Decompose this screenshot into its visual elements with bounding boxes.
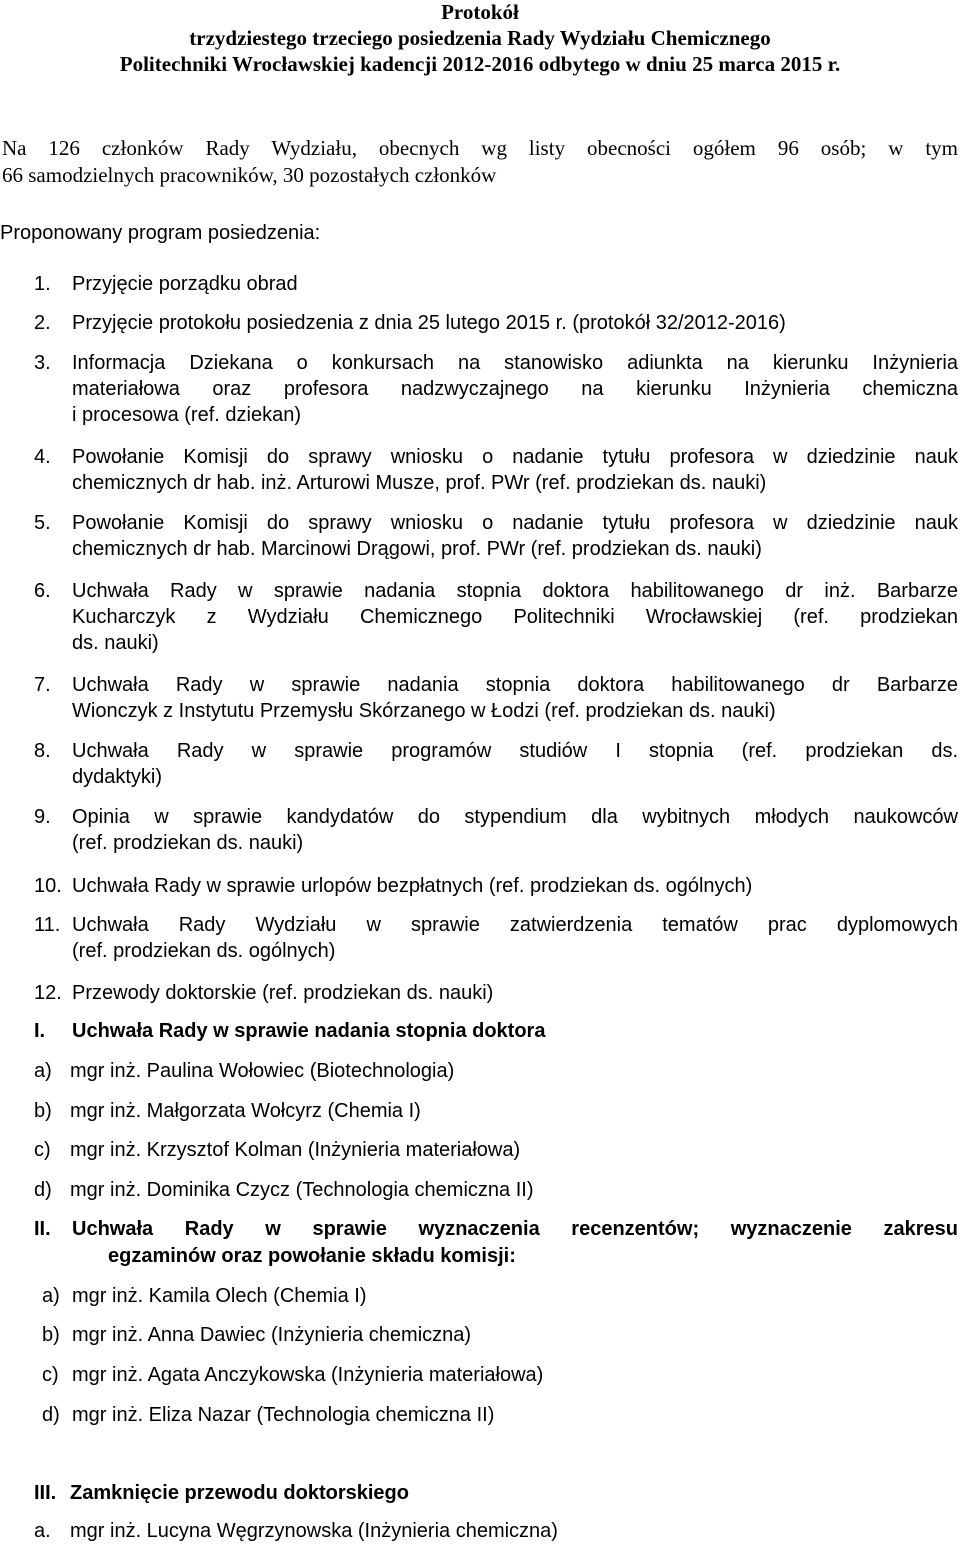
item-text: Przyjęcie protokołu posiedzenia z dnia 25 lutego 2015 r. (protokół 32/2012-2016) — [72, 312, 786, 334]
item-text: Informacja Dziekana o konkursach na stanowisko adiunkta na kierunku Inżynieria — [72, 352, 958, 374]
item-number: 3. — [34, 352, 51, 374]
intro-line1: Na 126 członków Rady Wydziału, obecnych wg listy obecności ogółem 96 osób; w tym — [2, 136, 958, 160]
item-text: ds. nauki) — [72, 632, 159, 654]
item-text: Uchwała Rady w sprawie nadania stopnia doktora habilitowanego dr Barbarze — [72, 674, 958, 696]
sub-item-text: mgr inż. Lucyna Węgrzynowska (Inżynieria chemiczna) — [70, 1520, 558, 1542]
item-text: Opinia w sprawie kandydatów do stypendium dla wybitnych młodych naukowców — [72, 806, 958, 828]
item-text: Uchwała Rady w sprawie programów studiów I stopnia (ref. prodziekan ds. — [72, 740, 958, 762]
sub-item-text: mgr inż. Krzysztof Kolman (Inżynieria materiałowa) — [70, 1139, 521, 1161]
item-number: 10. — [34, 875, 62, 897]
item-number: 1. — [34, 273, 51, 295]
section-title: Zamknięcie przewodu doktorskiego — [70, 1482, 409, 1504]
document-subtitle-line2: Politechniki Wrocławskiej kadencji 2012-2016 odbytego w dniu 25 marca 2015 r. — [119, 52, 841, 76]
sub-item-letter: c) — [34, 1139, 51, 1161]
item-text: (ref. prodziekan ds. nauki) — [72, 832, 304, 854]
document-title: Protokół — [441, 0, 519, 24]
sub-item-letter: a) — [42, 1285, 60, 1307]
item-text: Kucharczyk z Wydziału Chemicznego Politechniki Wrocławskiej (ref. prodziekan — [72, 606, 958, 628]
program-title: Proponowany program posiedzenia: — [0, 222, 321, 244]
item-number: 12. — [34, 982, 62, 1004]
item-text: Przewody doktorskie (ref. prodziekan ds. nauki) — [72, 982, 494, 1004]
sub-item-letter: a. — [34, 1520, 51, 1542]
intro-line2: 66 samodzielnych pracowników, 30 pozostałych członków — [2, 163, 497, 187]
item-text: chemicznych dr hab. Marcinowi Drągowi, prof. PWr (ref. prodziekan ds. nauki) — [72, 538, 762, 560]
item-number: 6. — [34, 580, 51, 602]
item-number: 9. — [34, 806, 51, 828]
item-number: 2. — [34, 312, 51, 334]
sub-item-text: mgr inż. Dominika Czycz (Technologia chemiczna II) — [70, 1179, 534, 1201]
section-number: II. — [34, 1218, 51, 1240]
item-text: Przyjęcie porządku obrad — [72, 273, 298, 295]
item-number: 11. — [34, 914, 61, 936]
section-number: III. — [34, 1482, 57, 1504]
item-number: 8. — [34, 740, 51, 762]
item-number: 5. — [34, 512, 51, 534]
section-title-continued: egzaminów oraz powołanie składu komisji: — [108, 1245, 516, 1267]
sub-item-letter: b) — [42, 1324, 60, 1346]
sub-item-text: mgr inż. Eliza Nazar (Technologia chemiczna II) — [72, 1404, 495, 1426]
section-title: Uchwała Rady w sprawie wyznaczenia recenzentów; wyznaczenie zakresu — [72, 1218, 958, 1240]
sub-item-letter: d) — [42, 1404, 60, 1426]
item-text: Powołanie Komisji do sprawy wniosku o nadanie tytułu profesora w dziedzinie nauk — [72, 446, 958, 468]
sub-item-text: mgr inż. Anna Dawiec (Inżynieria chemiczna) — [72, 1324, 472, 1346]
item-text: materiałowa oraz profesora nadzwyczajnego na kierunku Inżynieria chemiczna — [72, 378, 958, 400]
sub-item-letter: d) — [34, 1179, 52, 1201]
item-text: Uchwała Rady w sprawie urlopów bezpłatnych (ref. prodziekan ds. ogólnych) — [72, 875, 753, 897]
item-text: i procesowa (ref. dziekan) — [72, 404, 301, 426]
section-number: I. — [34, 1020, 46, 1042]
item-text: Uchwała Rady Wydziału w sprawie zatwierdzenia tematów prac dyplomowych — [72, 914, 958, 936]
item-text: dydaktyki) — [72, 766, 163, 788]
sub-item-letter: a) — [34, 1060, 52, 1082]
section-title: Uchwała Rady w sprawie nadania stopnia doktora — [72, 1020, 546, 1042]
item-text: chemicznych dr hab. inż. Arturowi Musze, prof. PWr (ref. prodziekan ds. nauki) — [72, 472, 767, 494]
item-number: 7. — [34, 674, 51, 696]
sub-item-text: mgr inż. Paulina Wołowiec (Biotechnologia) — [70, 1060, 455, 1082]
sub-item-text: mgr inż. Agata Anczykowska (Inżynieria materiałowa) — [72, 1364, 544, 1386]
sub-item-text: mgr inż. Małgorzata Wołcyrz (Chemia I) — [70, 1100, 421, 1122]
item-text: Wionczyk z Instytutu Przemysłu Skórzanego w Łodzi (ref. prodziekan ds. nauki) — [72, 700, 776, 722]
item-text: Uchwała Rady w sprawie nadania stopnia doktora habilitowanego dr inż. Barbarze — [72, 580, 958, 602]
item-text: Powołanie Komisji do sprawy wniosku o nadanie tytułu profesora w dziedzinie nauk — [72, 512, 958, 534]
document-subtitle-line1: trzydziestego trzeciego posiedzenia Rady Wydziału Chemicznego — [189, 26, 771, 50]
sub-item-letter: c) — [42, 1364, 59, 1386]
sub-item-letter: b) — [34, 1100, 52, 1122]
sub-item-text: mgr inż. Kamila Olech (Chemia I) — [72, 1285, 367, 1307]
item-number: 4. — [34, 446, 51, 468]
item-text: (ref. prodziekan ds. ogólnych) — [72, 940, 336, 962]
